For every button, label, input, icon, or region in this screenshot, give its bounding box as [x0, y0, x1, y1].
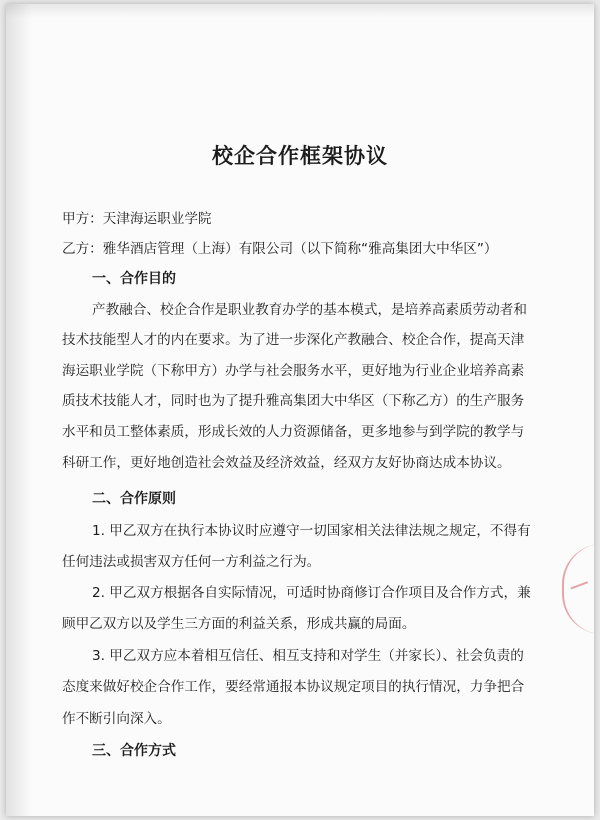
section-2-line: 态度来做好校企合作工作，要经常通报本协议规定项目的执行情况，力争把合 — [62, 679, 525, 695]
party-a: 甲方：天津海运职业学院 — [62, 211, 212, 227]
section-1-line: 技术技能型人才的内在要求。为了进一步深化产教融合、校企合作，提高天津 — [62, 332, 525, 348]
page-shadow-top — [6, 4, 594, 18]
section-1-line: 水平和员工整体素质，形成长效的人力资源储备，更多地参与到学院的教学与 — [62, 424, 525, 440]
section-2-line: 顾甲乙双方以及学生三方面的利益关系，形成共赢的局面。 — [62, 616, 416, 632]
section-3-heading: 三、合作方式 — [92, 743, 176, 759]
section-2-line: 3. 甲乙双方应本着相互信任、相互支持和对学生（并家长）、社会负责的 — [92, 648, 524, 664]
section-1-heading: 一、合作目的 — [92, 271, 176, 287]
section-2-line: 1. 甲乙双方在执行本协议时应遵守一切国家相关法律法规之规定，不得有 — [92, 523, 531, 539]
section-1-line: 科研工作，更好地创造社会效益及经济效益，经双方友好协商达成本协议。 — [62, 455, 511, 471]
section-2-line: 作不断引向深入。 — [62, 711, 171, 727]
document-page — [6, 4, 594, 816]
section-2-line: 任何违法或损害双方任何一方利益之行为。 — [62, 554, 321, 570]
section-1-line: 海运职业学院（下称甲方）办学与社会服务水平，更好地为行业企业培养高素 — [62, 363, 525, 379]
party-b: 乙方：雅华酒店管理（上海）有限公司（以下简称“雅高集团大中华区”） — [62, 241, 498, 257]
section-1-line: 产教融合、校企合作是职业教育办学的基本模式，是培养高素质劳动者和 — [92, 302, 527, 318]
document-title: 校企合作框架协议 — [212, 144, 388, 168]
section-1-line: 质技术技能人才，同时也为了提升雅高集团大中华区（下称乙方）的生产服务 — [62, 393, 525, 409]
section-2-line: 2. 甲乙双方根据各自实际情况，可适时协商修订合作项目及合作方式，兼 — [92, 585, 531, 601]
page-shadow-left — [6, 4, 32, 816]
section-2-heading: 二、合作原则 — [92, 491, 176, 507]
